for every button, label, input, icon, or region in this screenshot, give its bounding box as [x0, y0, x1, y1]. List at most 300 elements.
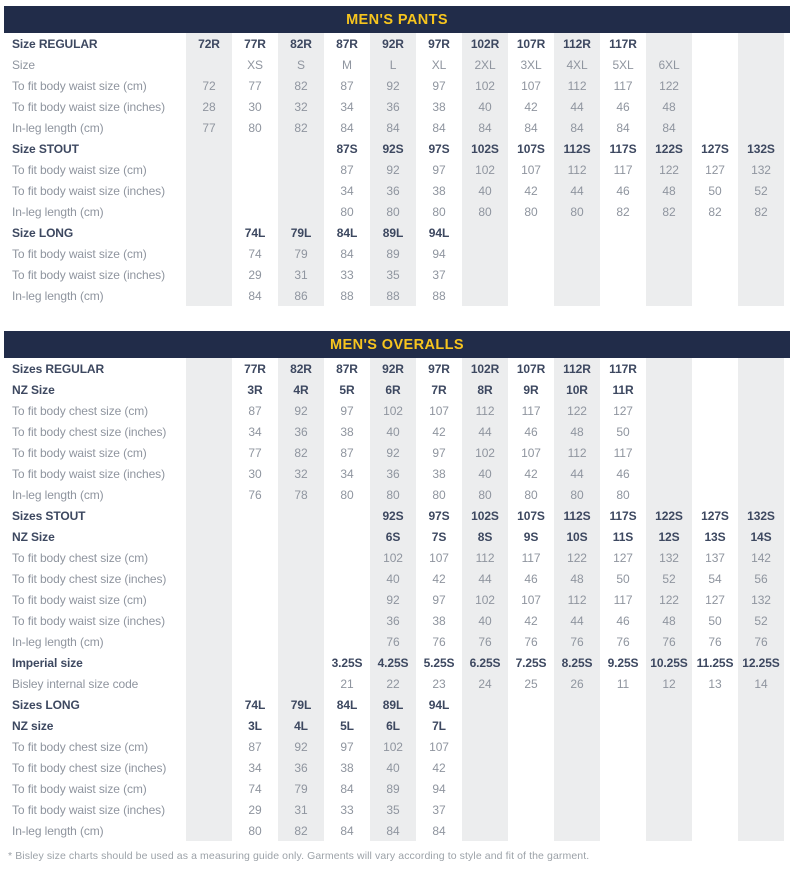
- size-cell: 10S: [554, 526, 600, 547]
- table-row: [4, 264, 790, 285]
- size-cell: 102S: [462, 138, 508, 159]
- size-cell: 42: [524, 466, 538, 481]
- size-cell: L: [370, 54, 416, 75]
- size-cell: 84L: [336, 697, 358, 712]
- size-cell: 112S: [554, 138, 600, 159]
- size-cell: 92: [278, 736, 324, 757]
- size-cell: 12.25S: [738, 652, 784, 673]
- size-cell: [692, 484, 738, 505]
- size-cell: 127S: [701, 508, 729, 523]
- size-cell: 76: [616, 634, 630, 649]
- size-cell: 8.25S: [554, 652, 600, 673]
- size-cell: [186, 694, 232, 715]
- size-cell: [738, 484, 784, 505]
- size-cell: [692, 264, 738, 285]
- size-cell: S: [278, 54, 324, 75]
- size-cell: 21: [340, 676, 354, 691]
- size-cell: [646, 463, 692, 484]
- size-cell: 117R: [609, 361, 637, 376]
- size-cell: 76: [432, 634, 446, 649]
- size-cell: 88: [370, 285, 416, 306]
- size-cell: 38: [432, 466, 446, 481]
- size-cell: [692, 820, 738, 841]
- size-cell: [692, 400, 738, 421]
- size-cell: 92S: [370, 505, 416, 526]
- table-row: [4, 159, 790, 180]
- size-cell: 76: [738, 631, 784, 652]
- size-cell: [186, 820, 232, 841]
- size-cell: 42: [432, 571, 446, 586]
- size-cell: 6S: [370, 526, 416, 547]
- size-cell: [646, 243, 692, 264]
- size-cell: [738, 264, 784, 285]
- size-cell: 74: [248, 781, 262, 796]
- size-cell: [186, 505, 232, 526]
- size-cell: 107R: [516, 361, 546, 376]
- size-cell: [692, 715, 738, 736]
- size-cell: [232, 589, 278, 610]
- size-cell: [738, 358, 784, 379]
- row-label: To fit body waist size (inches): [12, 802, 165, 817]
- size-cell: 84: [248, 288, 262, 303]
- size-cell: 80: [370, 484, 416, 505]
- table-row: [4, 463, 790, 484]
- size-cell: [554, 736, 600, 757]
- size-cell: XS: [247, 57, 263, 72]
- table-row: [4, 589, 790, 610]
- size-cell: [186, 400, 232, 421]
- size-cell: 80: [462, 201, 508, 222]
- size-cell: 30: [248, 466, 262, 481]
- row-label: Sizes LONG: [12, 697, 80, 712]
- size-cell: 2XL: [462, 54, 508, 75]
- row-label: To fit body waist size (cm): [12, 78, 147, 93]
- size-cell: 112: [554, 442, 600, 463]
- size-cell: [186, 568, 232, 589]
- size-cell: 22: [370, 673, 416, 694]
- size-cell: 42: [432, 424, 446, 439]
- size-cell: 127: [705, 592, 725, 607]
- size-cell: 82R: [278, 33, 324, 54]
- size-cell: [462, 694, 508, 715]
- size-cell: 102: [462, 442, 508, 463]
- size-cell: 122: [646, 589, 692, 610]
- size-cell: [324, 568, 370, 589]
- size-cell: 76: [554, 631, 600, 652]
- size-cell: [462, 757, 508, 778]
- size-cell: 7.25S: [515, 655, 547, 670]
- size-cell: [554, 757, 600, 778]
- size-cell: 87: [248, 739, 262, 754]
- size-cell: [738, 736, 784, 757]
- size-cell: 6.25S: [462, 652, 508, 673]
- size-cell: [646, 400, 692, 421]
- size-cell: [554, 799, 600, 820]
- size-cell: 87R: [336, 36, 358, 51]
- size-cell: 112: [554, 75, 600, 96]
- size-cell: 76: [370, 631, 416, 652]
- size-cell: 122: [646, 159, 692, 180]
- size-cell: [692, 75, 738, 96]
- size-cell: 80: [524, 204, 538, 219]
- row-label: To fit body waist size (inches): [12, 183, 165, 198]
- size-cell: [186, 463, 232, 484]
- table-row: [4, 180, 790, 201]
- size-cell: 44: [554, 610, 600, 631]
- size-cell: [738, 715, 784, 736]
- size-cell: 127S: [701, 141, 729, 156]
- size-cell: 117: [613, 78, 633, 93]
- size-cell: 112: [462, 547, 508, 568]
- size-cell: [278, 631, 324, 652]
- table-row: [4, 820, 790, 841]
- size-cell: [554, 715, 600, 736]
- size-cell: [692, 358, 738, 379]
- row-label: To fit body waist size (inches): [12, 267, 165, 282]
- size-cell: 80: [340, 487, 354, 502]
- size-cell: 92: [370, 159, 416, 180]
- size-cell: [692, 757, 738, 778]
- size-cell: 122S: [646, 138, 692, 159]
- size-cell: [232, 652, 278, 673]
- size-cell: 94: [432, 781, 446, 796]
- size-cell: 10.25S: [646, 652, 692, 673]
- size-cell: 112: [554, 159, 600, 180]
- size-cell: 77: [248, 78, 262, 93]
- size-cell: [646, 757, 692, 778]
- size-cell: XL: [431, 57, 447, 72]
- size-cell: 46: [524, 424, 538, 439]
- mens-pants-table: [4, 0, 790, 306]
- row-label: In-leg length (cm): [12, 204, 104, 219]
- size-cell: 80: [554, 201, 600, 222]
- size-cell: 8S: [462, 526, 508, 547]
- size-cell: [508, 694, 554, 715]
- size-cell: [692, 96, 738, 117]
- size-cell: 11R: [612, 382, 634, 397]
- row-label: NZ size: [12, 718, 54, 733]
- size-cell: 44: [462, 421, 508, 442]
- table-row: [4, 526, 790, 547]
- size-cell: 79: [278, 778, 324, 799]
- row-label: To fit body chest size (inches): [12, 760, 167, 775]
- size-cell: 142: [738, 547, 784, 568]
- size-cell: 97R: [428, 36, 450, 51]
- size-cell: 82: [616, 204, 630, 219]
- size-cell: 44: [554, 180, 600, 201]
- size-cell: 107S: [517, 508, 545, 523]
- size-cell: 7R: [431, 382, 447, 397]
- size-cell: 82: [646, 201, 692, 222]
- size-cell: [738, 222, 784, 243]
- size-cell: 92S: [370, 138, 416, 159]
- size-cell: 42: [524, 613, 538, 628]
- size-cell: 84: [646, 117, 692, 138]
- size-cell: [600, 736, 646, 757]
- size-cell: [278, 201, 324, 222]
- size-cell: [186, 358, 232, 379]
- size-cell: [278, 180, 324, 201]
- size-cell: [508, 715, 554, 736]
- size-cell: [186, 180, 232, 201]
- table-row: [4, 117, 790, 138]
- size-cell: [600, 778, 646, 799]
- row-label: To fit body chest size (cm): [12, 550, 149, 565]
- mens-overalls-table: [4, 331, 790, 841]
- row-label: Sizes STOUT: [12, 508, 86, 523]
- table-row: [4, 201, 790, 222]
- size-cell: 38: [340, 760, 354, 775]
- size-cell: 36: [370, 463, 416, 484]
- size-cell: 33: [340, 267, 354, 282]
- size-cell: 11: [616, 676, 630, 691]
- size-cell: 74L: [244, 697, 266, 712]
- size-cell: 37: [432, 267, 446, 282]
- size-cell: 46: [524, 571, 538, 586]
- row-label: NZ Size: [12, 382, 55, 397]
- table-row: [4, 400, 790, 421]
- size-cell: [462, 820, 508, 841]
- size-cell: 38: [432, 183, 446, 198]
- size-cell: [692, 442, 738, 463]
- size-cell: 80: [524, 487, 538, 502]
- table-row: [4, 778, 790, 799]
- size-cell: [462, 243, 508, 264]
- size-cell: 31: [278, 264, 324, 285]
- size-cell: 10R: [554, 379, 600, 400]
- size-cell: [186, 778, 232, 799]
- size-cell: [646, 285, 692, 306]
- size-cell: 132: [646, 547, 692, 568]
- size-cell: [186, 547, 232, 568]
- table-row: [4, 285, 790, 306]
- size-cell: [232, 547, 278, 568]
- size-cell: [186, 484, 232, 505]
- mens-overalls-header: [4, 331, 790, 358]
- size-cell: 84: [616, 120, 630, 135]
- size-cell: [186, 736, 232, 757]
- size-cell: [600, 757, 646, 778]
- size-cell: 14S: [738, 526, 784, 547]
- size-cell: 107: [429, 739, 449, 754]
- size-cell: [278, 673, 324, 694]
- size-cell: 36: [370, 180, 416, 201]
- size-cell: 74: [248, 246, 262, 261]
- size-cell: 9.25S: [607, 655, 639, 670]
- size-cell: 102R: [462, 33, 508, 54]
- size-cell: [508, 820, 554, 841]
- size-cell: [508, 799, 554, 820]
- size-cell: 87: [340, 162, 354, 177]
- size-cell: 23: [432, 676, 446, 691]
- size-cell: 50: [616, 424, 630, 439]
- mens-pants-title: MEN'S PANTS: [346, 11, 448, 28]
- table-row: [4, 138, 790, 159]
- size-cell: 82: [278, 117, 324, 138]
- size-cell: [738, 285, 784, 306]
- size-cell: 80: [432, 487, 446, 502]
- size-cell: 46: [616, 183, 630, 198]
- row-label: To fit body chest size (inches): [12, 571, 167, 586]
- size-cell: 97S: [428, 508, 450, 523]
- size-cell: [186, 264, 232, 285]
- size-cell: [646, 442, 692, 463]
- row-label: Size: [12, 57, 35, 72]
- size-cell: [738, 33, 784, 54]
- size-cell: [324, 505, 370, 526]
- size-cell: 29: [248, 267, 262, 282]
- size-cell: 80: [462, 484, 508, 505]
- size-cell: [232, 568, 278, 589]
- size-cell: [554, 222, 600, 243]
- size-cell: 86: [278, 285, 324, 306]
- size-cell: [186, 715, 232, 736]
- size-cell: 13: [708, 676, 722, 691]
- size-cell: 92: [278, 400, 324, 421]
- table-row: [4, 379, 790, 400]
- table-row: [4, 96, 790, 117]
- table-row: [4, 484, 790, 505]
- size-cell: [186, 222, 232, 243]
- size-cell: 76: [646, 631, 692, 652]
- size-cell: [646, 736, 692, 757]
- size-cell: [738, 799, 784, 820]
- size-cell: 87: [340, 78, 354, 93]
- size-cell: 97S: [428, 141, 450, 156]
- table-row: [4, 652, 790, 673]
- size-cell: [738, 820, 784, 841]
- size-cell: 9S: [523, 529, 539, 544]
- size-cell: 122: [646, 75, 692, 96]
- size-cell: [186, 799, 232, 820]
- size-cell: [462, 715, 508, 736]
- size-cell: 107: [429, 550, 449, 565]
- size-cell: [232, 673, 278, 694]
- size-cell: 82R: [278, 358, 324, 379]
- size-cell: [646, 778, 692, 799]
- size-cell: [692, 463, 738, 484]
- size-cell: [738, 421, 784, 442]
- size-cell: 5R: [339, 382, 355, 397]
- size-cell: 79L: [278, 222, 324, 243]
- size-cell: 3R: [247, 382, 263, 397]
- size-cell: [508, 222, 554, 243]
- size-cell: 92R: [370, 358, 416, 379]
- size-cell: [508, 243, 554, 264]
- size-cell: [186, 610, 232, 631]
- size-cell: 40: [462, 463, 508, 484]
- size-cell: [186, 243, 232, 264]
- size-cell: 50: [616, 571, 630, 586]
- size-cell: [738, 96, 784, 117]
- size-cell: [692, 285, 738, 306]
- size-cell: 127: [705, 162, 725, 177]
- size-cell: 97R: [428, 361, 450, 376]
- size-cell: 77: [186, 117, 232, 138]
- size-cell: 82: [278, 820, 324, 841]
- size-cell: [462, 222, 508, 243]
- size-cell: 102: [462, 589, 508, 610]
- size-cell: 117R: [609, 36, 637, 51]
- size-cell: 12S: [646, 526, 692, 547]
- size-cell: 97: [432, 162, 446, 177]
- size-cell: [692, 379, 738, 400]
- size-cell: [186, 421, 232, 442]
- size-cell: 89: [370, 778, 416, 799]
- row-label: In-leg length (cm): [12, 634, 104, 649]
- size-cell: 6R: [370, 379, 416, 400]
- size-cell: 26: [554, 673, 600, 694]
- size-cell: [692, 694, 738, 715]
- row-label: Sizes REGULAR: [12, 361, 105, 376]
- size-cell: 89L: [370, 222, 416, 243]
- size-cell: 94L: [428, 697, 450, 712]
- row-label: To fit body waist size (cm): [12, 781, 147, 796]
- row-label: To fit body waist size (cm): [12, 162, 147, 177]
- size-cell: 82: [708, 204, 722, 219]
- size-cell: [324, 547, 370, 568]
- size-cell: 84: [554, 117, 600, 138]
- size-cell: [508, 264, 554, 285]
- size-cell: 4L: [278, 715, 324, 736]
- size-cell: 35: [370, 799, 416, 820]
- size-cell: 84: [370, 820, 416, 841]
- row-label: Size STOUT: [12, 141, 79, 156]
- size-cell: [600, 715, 646, 736]
- size-cell: [738, 117, 784, 138]
- size-cell: 77: [248, 445, 262, 460]
- size-cell: [646, 33, 692, 54]
- size-cell: 127: [613, 550, 633, 565]
- size-cell: 84: [370, 117, 416, 138]
- size-cell: [186, 159, 232, 180]
- size-cell: [278, 652, 324, 673]
- size-cell: 80: [370, 201, 416, 222]
- size-cell: 117: [613, 592, 633, 607]
- size-cell: 132: [738, 159, 784, 180]
- table-row: [4, 694, 790, 715]
- size-cell: 48: [646, 180, 692, 201]
- size-cell: 112R: [554, 358, 600, 379]
- size-cell: 107R: [516, 36, 546, 51]
- size-cell: 3L: [248, 718, 262, 733]
- size-cell: [646, 799, 692, 820]
- size-cell: 94L: [428, 225, 450, 240]
- size-cell: 107: [521, 162, 541, 177]
- size-cell: 46: [616, 613, 630, 628]
- row-label: NZ Size: [12, 529, 55, 544]
- size-cell: 6L: [370, 715, 416, 736]
- row-label: In-leg length (cm): [12, 823, 104, 838]
- size-cell: 84: [462, 117, 508, 138]
- size-cell: [278, 159, 324, 180]
- size-cell: 84: [432, 120, 446, 135]
- table-row: [4, 610, 790, 631]
- size-cell: 72: [186, 75, 232, 96]
- size-cell: 97: [432, 78, 446, 93]
- size-cell: 5XL: [612, 57, 634, 72]
- size-cell: 52: [738, 610, 784, 631]
- size-cell: 132S: [738, 138, 784, 159]
- size-cell: [186, 526, 232, 547]
- size-cell: [462, 736, 508, 757]
- size-cell: [508, 285, 554, 306]
- size-cell: 52: [738, 180, 784, 201]
- size-cell: 97: [340, 739, 354, 754]
- size-cell: 36: [278, 421, 324, 442]
- size-cell: [554, 820, 600, 841]
- size-cell: [232, 505, 278, 526]
